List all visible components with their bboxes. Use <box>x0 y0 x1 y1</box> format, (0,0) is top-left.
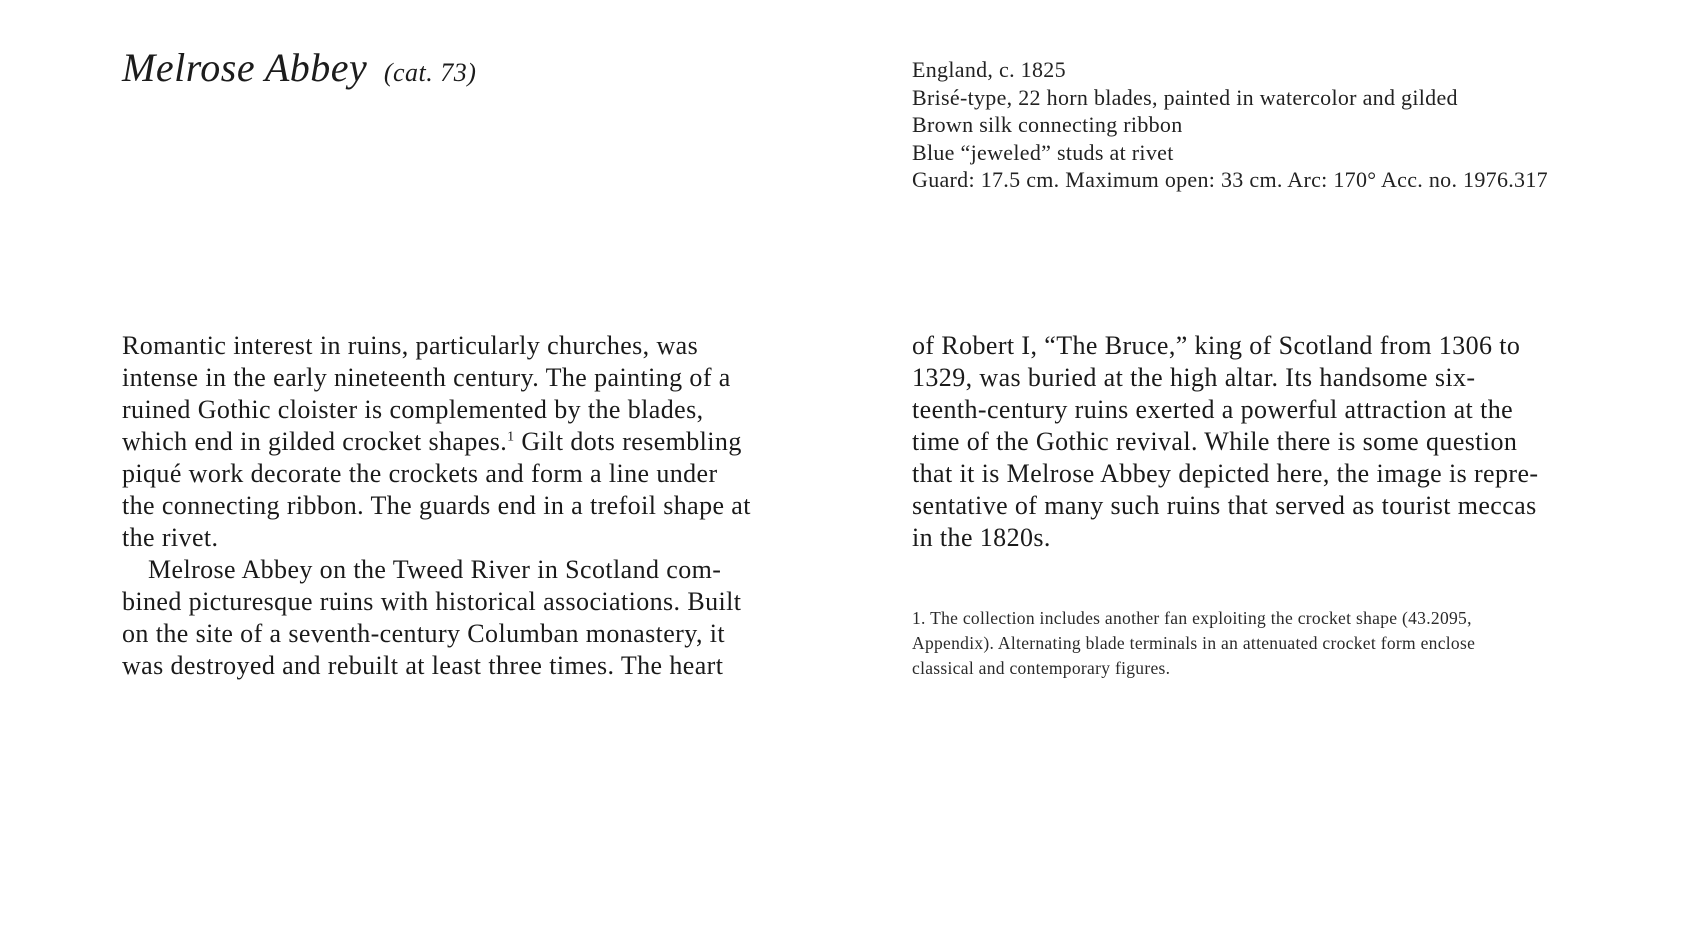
text-line: Melrose Abbey on the Tweed River in Scotland com- <box>148 555 722 584</box>
footnote-line: classical and contemporary figures. <box>912 658 1171 678</box>
text-segment: Gilt dots resembling <box>514 427 742 456</box>
text-line: intense in the early nineteenth century. The painting of a <box>122 363 731 392</box>
text-line: was destroyed and rebuilt at least three times. The heart <box>122 651 724 680</box>
text-line: bined picturesque ruins with historical associations. Built <box>122 587 742 616</box>
footnote-line: 1. The collection includes another fan exploiting the crocket shape (43.2095, <box>912 608 1472 628</box>
text-line: time of the Gothic revival. While there is some question <box>912 427 1518 456</box>
title-text: Melrose Abbey <box>122 45 368 90</box>
text-line: the connecting ribbon. The guards end in a trefoil shape at <box>122 491 751 520</box>
page-title <box>122 44 476 97</box>
text-line: Romantic interest in ruins, particularly churches, was <box>122 331 699 360</box>
metadata-type: Brisé-type, 22 horn blades, painted in watercolor and gilded <box>912 84 1458 110</box>
footnote-marker[interactable]: 1 <box>507 429 515 445</box>
metadata-studs: Blue “jeweled” studs at rivet <box>912 139 1174 165</box>
text-line: 1329, was buried at the high altar. Its handsome six- <box>912 363 1476 392</box>
text-line: ruined Gothic cloister is complemented by the blades, <box>122 395 704 424</box>
text-line <box>122 426 848 458</box>
text-line: on the site of a seventh-century Columban monastery, it <box>122 619 726 648</box>
text-segment: which end in gilded crocket shapes. <box>122 427 508 456</box>
text-line: in the 1820s. <box>912 523 1051 552</box>
object-metadata <box>912 56 1652 194</box>
text-line: of Robert I, “The Bruce,” king of Scotland from 1306 to <box>912 331 1521 360</box>
paragraph-2 <box>122 554 848 682</box>
metadata-dimensions: Guard: 17.5 cm. Maximum open: 33 cm. Arc: 170° Acc. no. 1976.317 <box>912 167 1548 192</box>
paragraph-2-continued <box>912 330 1638 554</box>
footnote <box>912 606 1632 681</box>
text-line: teenth-century ruins exerted a powerful attraction at the <box>912 395 1514 424</box>
text-line: the rivet. <box>122 523 219 552</box>
metadata-origin: England, c. 1825 <box>912 57 1066 82</box>
text-line: that it is Melrose Abbey depicted here, the image is repre- <box>912 459 1539 488</box>
body-column-left <box>122 330 848 682</box>
body-column-right <box>912 330 1638 554</box>
metadata-ribbon: Brown silk connecting ribbon <box>912 112 1183 137</box>
text-line: piqué work decorate the crockets and form a line under <box>122 459 718 488</box>
text-line: sentative of many such ruins that served as tourist meccas <box>912 491 1537 520</box>
catalog-reference: (cat. 73) <box>383 58 477 87</box>
paragraph-1 <box>122 330 848 554</box>
footnote-line: Appendix). Alternating blade terminals in an attenuated crocket form enclose <box>912 633 1476 653</box>
